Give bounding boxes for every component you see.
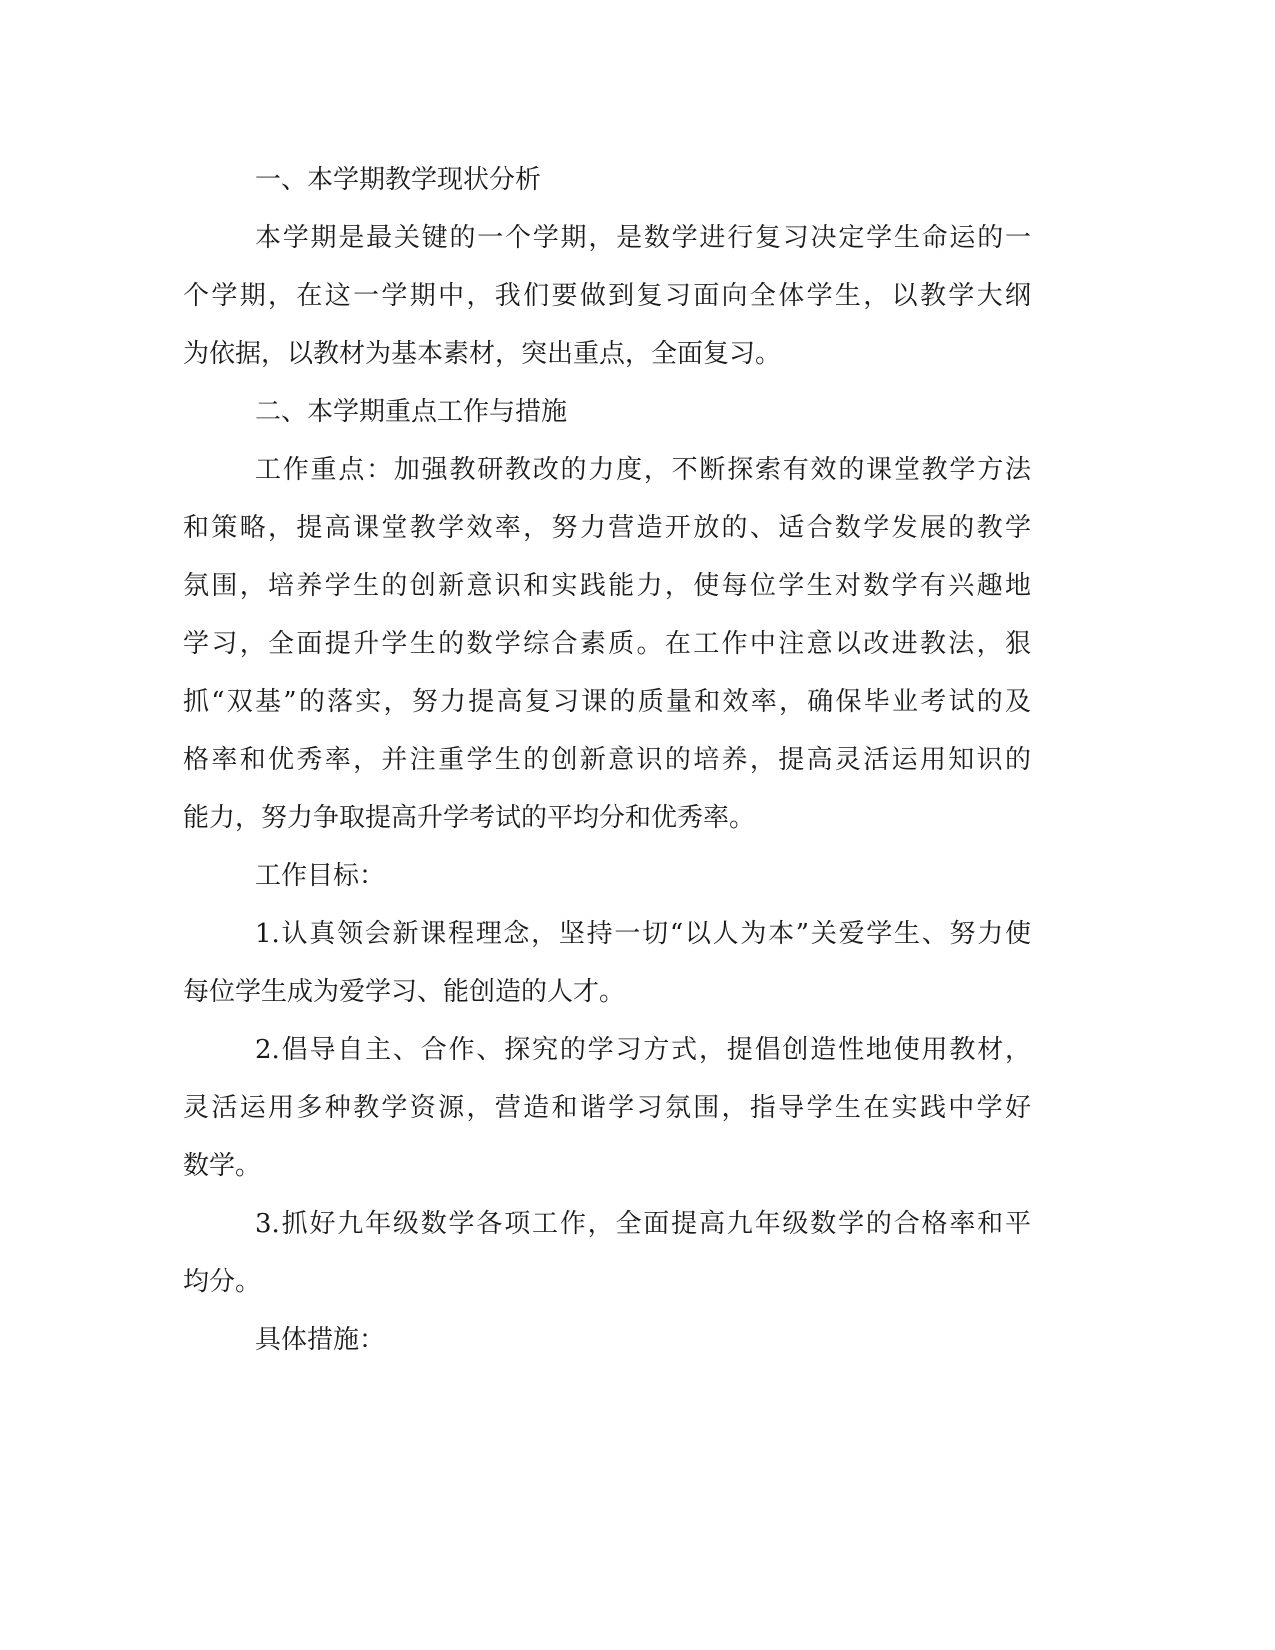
subheading-goals: 工作目标： [255, 861, 386, 891]
list-item-2-line: 数学。 [183, 1151, 262, 1181]
list-item-1-line: 每位学生成为爱学习、能创造的人才。 [183, 977, 626, 1007]
list-item-1-line: 1.认真领会新课程理念，坚持一切“以人为本”关爱学生、努力使 [255, 919, 1031, 949]
heading-section-1: 一、本学期教学现状分析 [255, 165, 542, 195]
paragraph-line: 本学期是最关键的一个学期，是数学进行复习决定学生命运的一 [255, 223, 1031, 253]
paragraph-line: 为依据，以教材为基本素材，突出重点，全面复习。 [183, 339, 782, 369]
paragraph-line: 格率和优秀率，并注重学生的创新意识的培养，提高灵活运用知识的 [183, 745, 1031, 775]
list-item-2-line: 2.倡导自主、合作、探究的学习方式，提倡创造性地使用教材， [255, 1035, 1031, 1065]
paragraph-line: 氛围，培养学生的创新意识和实践能力，使每位学生对数学有兴趣地 [183, 571, 1031, 601]
paragraph-line: 个学期，在这一学期中，我们要做到复习面向全体学生，以教学大纲 [183, 281, 1031, 311]
list-item-3-line: 3.抓好九年级数学各项工作，全面提高九年级数学的合格率和平 [255, 1209, 1031, 1239]
heading-section-2: 二、本学期重点工作与措施 [255, 397, 568, 427]
paragraph-line: 抓“双基”的落实，努力提高复习课的质量和效率，确保毕业考试的及 [183, 687, 1031, 717]
paragraph-line: 能力，努力争取提高升学考试的平均分和优秀率。 [183, 803, 756, 833]
paragraph-line: 工作重点：加强教研教改的力度，不断探索有效的课堂教学方法 [255, 455, 1031, 485]
list-item-2-line: 灵活运用多种教学资源，营造和谐学习氛围，指导学生在实践中学好 [183, 1093, 1031, 1123]
subheading-measures: 具体措施： [255, 1325, 386, 1355]
paragraph-line: 学习，全面提升学生的数学综合素质。在工作中注意以改进教法，狠 [183, 629, 1031, 659]
list-item-3-line: 均分。 [183, 1267, 262, 1297]
paragraph-line: 和策略，提高课堂教学效率，努力营造开放的、适合数学发展的教学 [183, 513, 1031, 543]
